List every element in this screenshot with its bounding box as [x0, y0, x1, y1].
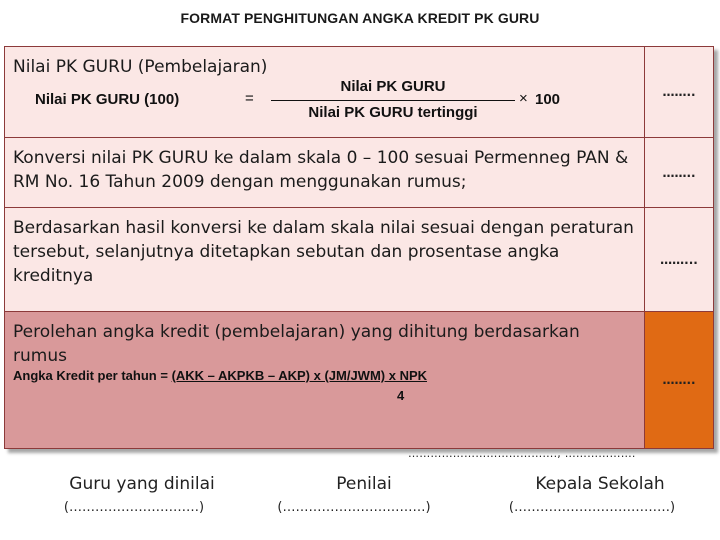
signature-line-assessor[interactable]: (……………………………): [277, 500, 431, 515]
signature-line-teacher[interactable]: (…………………………): [63, 500, 205, 515]
table-row: [4, 138, 714, 208]
row-text: Konversi nilai PK GURU ke dalam skala 0 – 100 sesuai Permenneg PAN & RM No. 16 Tahun 2009 dengan menggunakan rumus;: [13, 148, 629, 192]
formula-times: ×: [519, 90, 528, 107]
value-cell[interactable]: ……...: [644, 208, 714, 312]
table-row: [4, 208, 714, 312]
signature-role-assessor: Penilai: [336, 474, 392, 494]
signature-line-principal[interactable]: (………………………………): [508, 500, 676, 515]
fraction-bar: [271, 100, 515, 101]
description-cell: [4, 46, 644, 138]
description-cell: [4, 138, 644, 208]
table-row-highlight: [4, 312, 714, 449]
value-cell[interactable]: ……..: [644, 138, 714, 208]
place-date-line[interactable]: …………………………………., ……………….: [408, 447, 636, 460]
credit-formula: [13, 368, 427, 383]
value-cell[interactable]: ……..: [644, 46, 714, 138]
formula-numerator: Nilai PK GURU: [340, 78, 446, 95]
row-text: Berdasarkan hasil konversi ke dalam skala nilai sesuai dengan peraturan tersebut, selanjutnya ditetapkan sebutan dan prosentase angka kreditnya: [13, 218, 634, 286]
formula-lhs: Nilai PK GURU (100): [35, 91, 180, 108]
signature-role-teacher: Guru yang dinilai: [69, 474, 215, 494]
table-row: [4, 46, 714, 138]
credit-calculation-table: [4, 46, 714, 449]
description-cell: [4, 208, 644, 312]
credit-formula-divisor: 4: [397, 388, 405, 403]
row-text: Nilai PK GURU (Pembelajaran): [13, 57, 268, 77]
formula-factor: 100: [535, 91, 561, 108]
formula-equals: =: [245, 90, 254, 107]
credit-formula-expression: (AKK – AKPKB – AKP) x (JM/JWM) x NPK: [171, 368, 428, 383]
page-title: FORMAT PENGHITUNGAN ANGKA KREDIT PK GURU: [180, 10, 540, 26]
formula-denominator: Nilai PK GURU tertinggi: [308, 104, 478, 121]
pk-formula: [35, 79, 595, 123]
description-cell: [4, 312, 644, 449]
row-text: Perolehan angka kredit (pembelajaran) yang dihitung berdasarkan rumus: [13, 322, 580, 366]
value-cell-highlight[interactable]: ……..: [644, 312, 714, 449]
signature-role-principal: Kepala Sekolah: [535, 474, 665, 494]
credit-formula-label: Angka Kredit per tahun =: [13, 368, 172, 383]
